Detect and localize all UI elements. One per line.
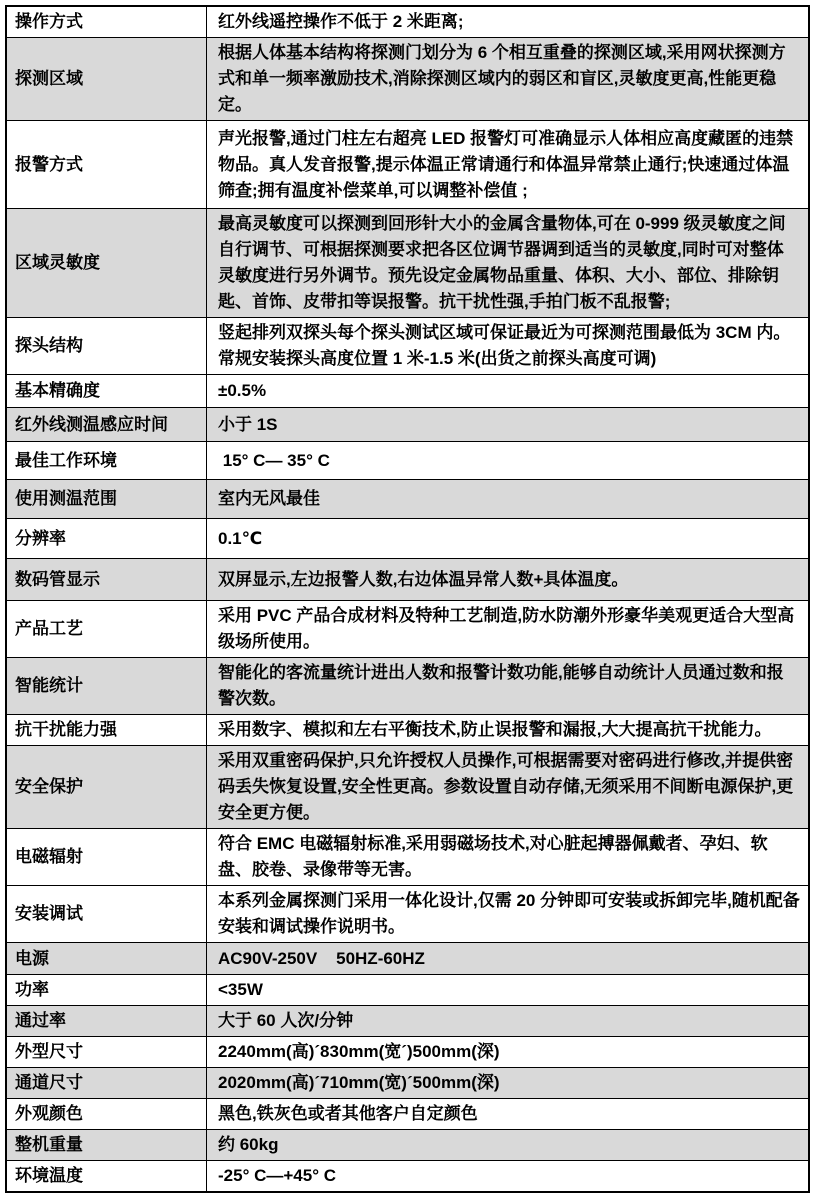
spec-value: 黑色,铁灰色或者其他客户自定颜色: [207, 1099, 810, 1130]
spec-value: 采用 PVC 产品合成材料及特种工艺制造,防水防潮外形豪华美观更适合大型高级场所使用。: [207, 601, 810, 658]
spec-label: 产品工艺: [6, 601, 207, 658]
spec-table-body: [6, 6, 809, 1192]
spec-value: 0.1℃: [207, 519, 810, 559]
spec-value: 本系列金属探测门采用一体化设计,仅需 20 分钟即可安装或拆卸完毕,随机配备安装和调试操作说明书。: [207, 886, 810, 943]
spec-value: 约 60kg: [207, 1130, 810, 1161]
spec-row: [6, 480, 809, 519]
spec-label: 功率: [6, 975, 207, 1006]
spec-row: [6, 1068, 809, 1099]
spec-value: AC90V-250V 50HZ-60HZ: [207, 943, 810, 975]
spec-row: [6, 975, 809, 1006]
spec-row: [6, 1161, 809, 1193]
spec-label: 通过率: [6, 1006, 207, 1037]
spec-label: 环境温度: [6, 1161, 207, 1193]
spec-row: [6, 1099, 809, 1130]
spec-label: 外型尺寸: [6, 1037, 207, 1068]
spec-row: [6, 715, 809, 746]
spec-value: 符合 EMC 电磁辐射标准,采用弱磁场技术,对心脏起搏器佩戴者、孕妇、软盘、胶卷、录像带等无害。: [207, 829, 810, 886]
spec-value: 竖起排列双探头每个探头测试区域可保证最近为可探测范围最低为 3CM 内。常规安装探头高度位置 1 米-1.5 米(出货之前探头高度可调): [207, 318, 810, 375]
spec-label: 电源: [6, 943, 207, 975]
spec-label: 使用测温范围: [6, 480, 207, 519]
spec-label: 区域灵敏度: [6, 209, 207, 318]
spec-value: ±0.5%: [207, 375, 810, 408]
spec-label: 通道尺寸: [6, 1068, 207, 1099]
spec-label: 数码管显示: [6, 559, 207, 601]
spec-label: 报警方式: [6, 121, 207, 209]
spec-label: 外观颜色: [6, 1099, 207, 1130]
spec-row: [6, 121, 809, 209]
spec-row: [6, 1006, 809, 1037]
spec-value: 采用数字、模拟和左右平衡技术,防止误报警和漏报,大大提高抗干扰能力。: [207, 715, 810, 746]
spec-row: [6, 442, 809, 480]
spec-value: 红外线遥控操作不低于 2 米距离;: [207, 6, 810, 38]
spec-row: [6, 829, 809, 886]
spec-row: [6, 886, 809, 943]
spec-value: <35W: [207, 975, 810, 1006]
spec-label: 最佳工作环境: [6, 442, 207, 480]
spec-row: [6, 601, 809, 658]
spec-row: [6, 658, 809, 715]
spec-value: 声光报警,通过门柱左右超亮 LED 报警灯可准确显示人体相应高度藏匿的违禁物品。真人发音报警,提示体温正常请通行和体温异常禁止通行;快速通过体温筛查;拥有温度补偿菜单,可以调整补偿值 ;: [207, 121, 810, 209]
spec-value: 智能化的客流量统计进出人数和报警计数功能,能够自动统计人员通过数和报警次数。: [207, 658, 810, 715]
spec-value: 最高灵敏度可以探测到回形针大小的金属含量物体,可在 0-999 级灵敏度之间自行调节、可根据探测要求把各区位调节器调到适当的灵敏度,同时可对整体灵敏度进行另外调节。预先设定金属物品重量、体积、大小、部位、排除钥匙、首饰、皮带扣等误报警。抗干扰性强,手拍门板不乱报警;: [207, 209, 810, 318]
spec-row: [6, 1130, 809, 1161]
spec-label: 智能统计: [6, 658, 207, 715]
spec-row: [6, 318, 809, 375]
spec-value: 大于 60 人次/分钟: [207, 1006, 810, 1037]
spec-label: 红外线测温感应时间: [6, 408, 207, 442]
spec-row: [6, 375, 809, 408]
spec-row: [6, 209, 809, 318]
spec-label: 分辨率: [6, 519, 207, 559]
spec-table: [5, 5, 810, 1193]
spec-value: 2020mm(高)´710mm(宽)´500mm(深): [207, 1068, 810, 1099]
spec-row: [6, 943, 809, 975]
spec-value: 双屏显示,左边报警人数,右边体温异常人数+具体温度。: [207, 559, 810, 601]
spec-value: 15° C— 35° C: [207, 442, 810, 480]
spec-value: -25° C—+45° C: [207, 1161, 810, 1193]
spec-row: [6, 38, 809, 121]
spec-row: [6, 408, 809, 442]
spec-label: 基本精确度: [6, 375, 207, 408]
spec-label: 探测区域: [6, 38, 207, 121]
spec-label: 安全保护: [6, 746, 207, 829]
spec-label: 操作方式: [6, 6, 207, 38]
spec-row: [6, 1037, 809, 1068]
spec-label: 探头结构: [6, 318, 207, 375]
spec-row: [6, 746, 809, 829]
spec-label: 整机重量: [6, 1130, 207, 1161]
spec-label: 安装调试: [6, 886, 207, 943]
spec-label: 电磁辐射: [6, 829, 207, 886]
spec-row: [6, 559, 809, 601]
spec-value: 2240mm(高)´830mm(宽´)500mm(深): [207, 1037, 810, 1068]
spec-value: 室内无风最佳: [207, 480, 810, 519]
spec-value: 小于 1S: [207, 408, 810, 442]
spec-value: 采用双重密码保护,只允许授权人员操作,可根据需要对密码进行修改,并提供密码丢失恢复设置,安全性更高。参数设置自动存储,无须采用不间断电源保护,更安全更方便。: [207, 746, 810, 829]
spec-label: 抗干扰能力强: [6, 715, 207, 746]
spec-value: 根据人体基本结构将探测门划分为 6 个相互重叠的探测区域,采用网状探测方式和单一频率激励技术,消除探测区域内的弱区和盲区,灵敏度更高,性能更稳定。: [207, 38, 810, 121]
spec-row: [6, 6, 809, 38]
spec-row: [6, 519, 809, 559]
